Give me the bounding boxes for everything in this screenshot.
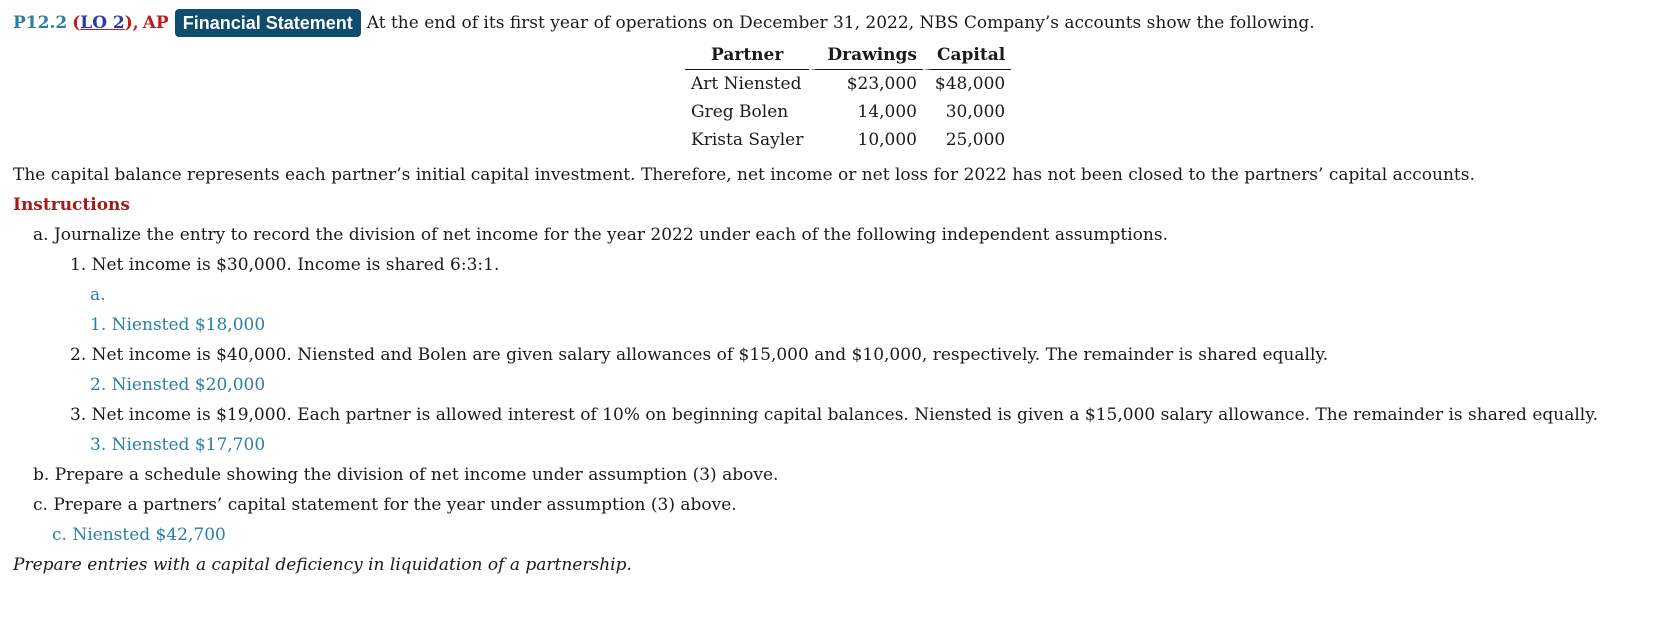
answer-a-label: a. [90,285,106,305]
instruction-c: c. Prepare a partners’ capital statement for the year under assumption (3) above. [33,495,737,515]
problem-header [13,8,1653,38]
column-header-drawings: Drawings [809,42,923,70]
partner-name: Krista Sayler [691,130,804,150]
instruction-a3: 3. Net income is $19,000. Each partner is allowed interest of 10% on beginning capital balances. Niensted is given a $15,000 salary allowance. The remainder is shared equally. [70,405,1598,425]
partner-name: Art Niensted [691,74,802,94]
instruction-a: a. Journalize the entry to record the division of net income for the year 2022 under each of the following independent assumptions. [33,225,1168,245]
capital-value: 25,000 [945,130,1006,150]
answer-a3: 3. Niensted $17,700 [90,435,266,455]
column-header-capital: Capital [923,42,1011,70]
answer-a1: 1. Niensted $18,000 [90,315,266,335]
instruction-a1: 1. Net income is $30,000. Income is shared 6:3:1. [70,255,500,275]
capital-value: 30,000 [945,102,1006,122]
intro-text: At the end of its first year of operations on December 31, 2022, NBS Company’s accounts show the following. [366,13,1315,33]
instruction-a2: 2. Net income is $40,000. Niensted and Bolen are given salary allowances of $15,000 and $10,000, respectively. The remainder is shared equally. [70,345,1329,365]
ap-label: AP [142,13,169,33]
capital-value: $48,000 [934,74,1006,94]
drawings-value: $23,000 [846,74,917,94]
problem-number: P12.2 [13,13,68,33]
instructions-heading: Instructions [13,195,130,215]
table-header-row [685,42,1011,70]
table-row [685,98,1011,126]
table-row [685,126,1011,154]
drawings-value: 10,000 [857,130,917,150]
partner-accounts-table [685,42,1011,154]
answer-c: c. Niensted $42,700 [52,525,226,545]
lo-close-paren: ), [124,13,139,33]
instruction-b: b. Prepare a schedule showing the division of net income under assumption (3) above. [33,465,779,485]
table-row [685,70,1011,98]
learning-objective-link[interactable]: LO 2 [80,13,125,33]
capital-note: The capital balance represents each partner’s initial capital investment. Therefore, net income or net loss for 2022 has not been closed to the partners’ capital accounts. [13,165,1475,185]
answer-a2: 2. Niensted $20,000 [90,375,266,395]
column-header-partner: Partner [685,42,809,70]
financial-statement-badge: Financial Statement [175,9,361,37]
partner-name: Greg Bolen [691,102,789,122]
learning-objective-text: Prepare entries with a capital deficiency in liquidation of a partnership. [13,555,632,575]
drawings-value: 14,000 [857,102,917,122]
lo-open-paren: ( [72,13,81,33]
problem-content [13,8,1653,580]
